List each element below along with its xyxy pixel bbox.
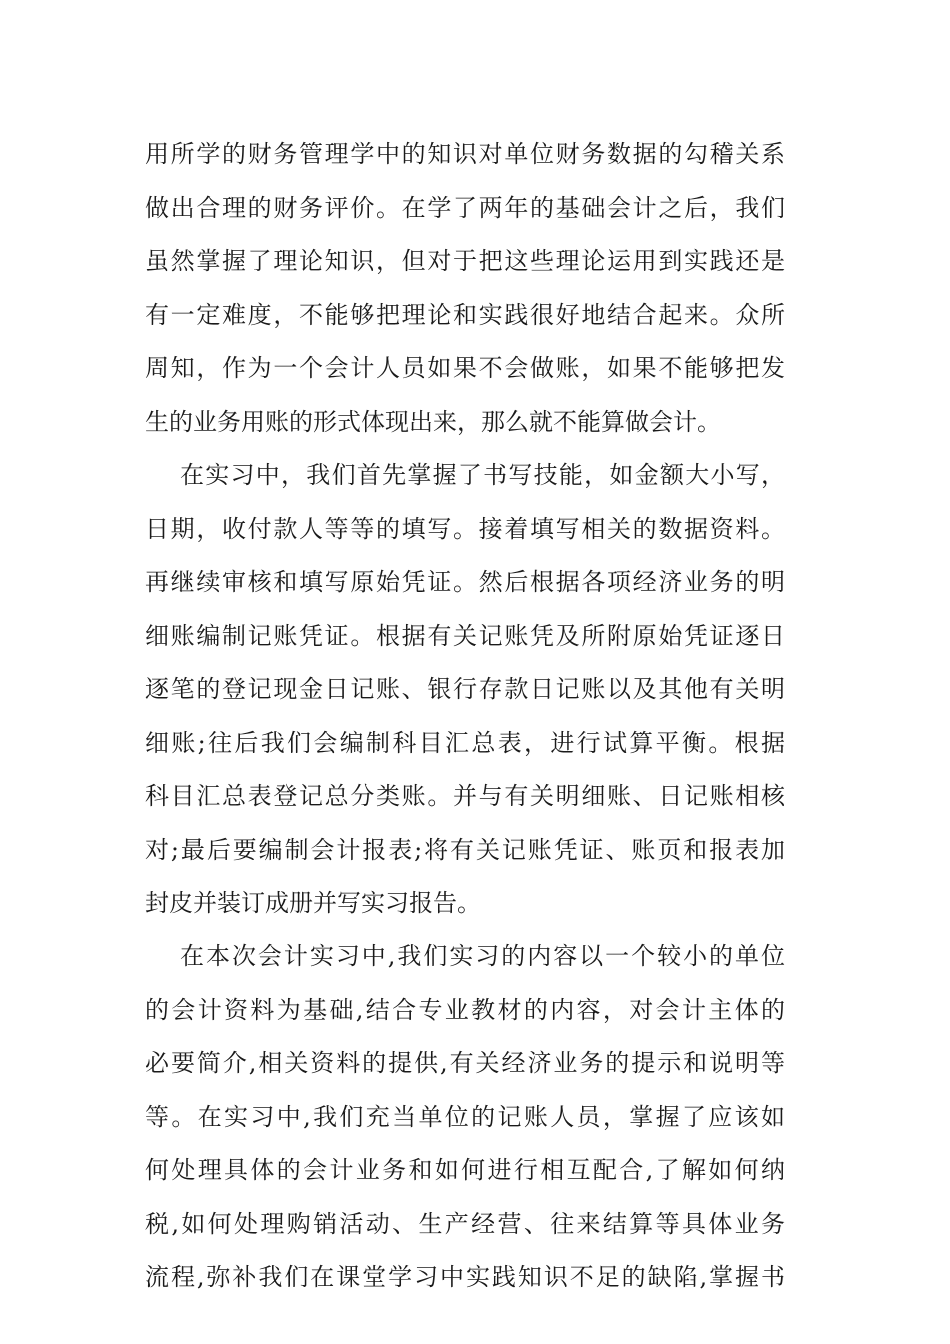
paragraph-3 xyxy=(145,930,785,1305)
paragraph-line: 生的业务用账的形式体现出来，那么就不能算做会计。 xyxy=(145,407,721,436)
paragraph-line: 虽然掌握了理论知识，但对于把这些理论运用到实践还是 xyxy=(145,247,785,275)
paragraph-line: 在本次会计实习中,我们实习的内容以一个较小的单位 xyxy=(180,942,785,970)
paragraph-line: 等。在实习中,我们充当单位的记账人员，掌握了应该如 xyxy=(145,1102,785,1131)
paragraph-line: 封皮并装订成册并写实习报告。 xyxy=(145,889,481,917)
paragraph-line: 日期，收付款人等等的填写。接着填写相关的数据资料。 xyxy=(145,514,785,543)
paragraph-line: 何处理具体的会计业务和如何进行相互配合,了解如何纳 xyxy=(145,1156,785,1184)
paragraph-line: 税,如何处理购销活动、生产经营、往来结算等具体业务 xyxy=(145,1209,785,1238)
paragraph-line: 再继续审核和填写原始凭证。然后根据各项经济业务的明 xyxy=(145,568,785,596)
paragraph-line: 周知，作为一个会计人员如果不会做账，如果不能够把发 xyxy=(145,354,785,382)
paragraph-line: 逐笔的登记现金日记账、银行存款日记账以及其他有关明 xyxy=(145,675,785,703)
paragraph-line: 在实习中，我们首先掌握了书写技能，如金额大小写， xyxy=(180,461,785,489)
paragraph-1 xyxy=(145,128,785,449)
paragraph-line: 做出合理的财务评价。在学了两年的基础会计之后，我们 xyxy=(145,193,785,222)
paragraph-line: 的会计资料为基础,结合专业教材的内容，对会计主体的 xyxy=(145,995,785,1024)
paragraph-line: 有一定难度，不能够把理论和实践很好地结合起来。众所 xyxy=(145,300,785,329)
paragraph-line: 必要简介,相关资料的提供,有关经济业务的提示和说明等 xyxy=(145,1049,785,1077)
paragraph-2 xyxy=(145,449,785,931)
paragraph-line: 对;最后要编制会计报表;将有关记账凭证、账页和报表加 xyxy=(145,835,785,864)
paragraph-line: 用所学的财务管理学中的知识对单位财务数据的勾稽关系 xyxy=(145,140,785,168)
paragraph-line: 科目汇总表登记总分类账。并与有关明细账、日记账相核 xyxy=(145,782,785,810)
paragraph-line: 细账编制记账凭证。根据有关记账凭及所附原始凭证逐日 xyxy=(145,621,785,650)
paragraph-line: 流程,弥补我们在课堂学习中实践知识不足的缺陷,掌握书 xyxy=(145,1263,785,1291)
paragraph-line: 细账;往后我们会编制科目汇总表，进行试算平衡。根据 xyxy=(145,728,785,757)
